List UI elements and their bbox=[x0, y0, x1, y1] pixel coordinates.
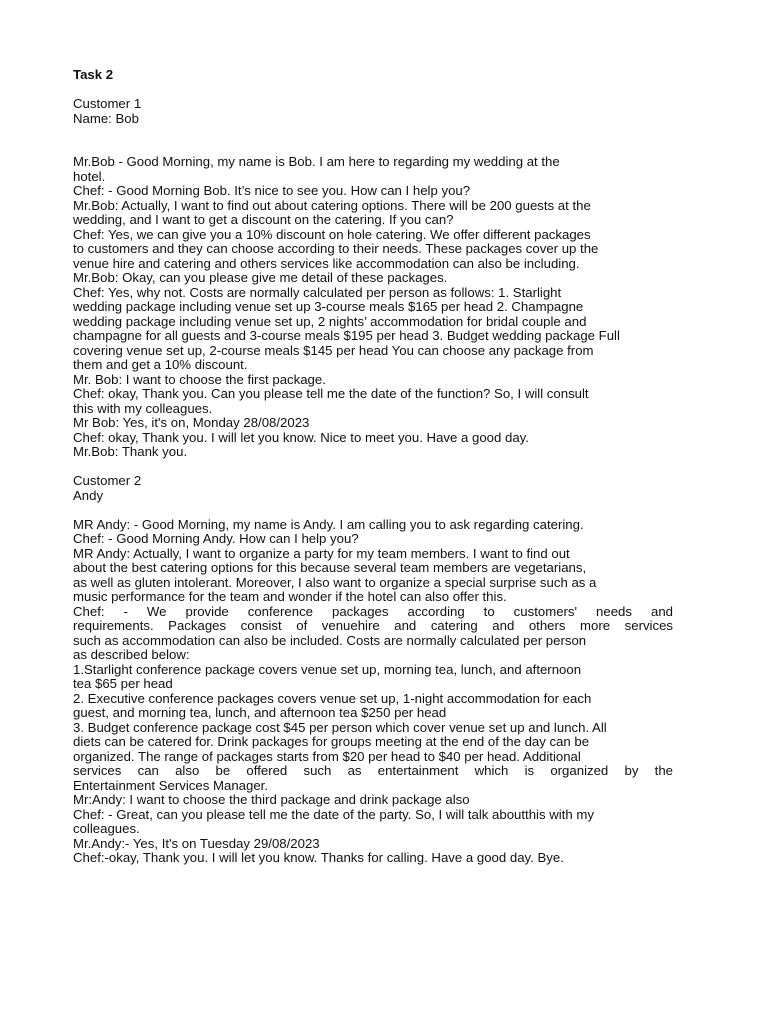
dialogue-line: wedding, and I want to get a discount on the catering. If you can? bbox=[73, 212, 454, 227]
dialogue-line: such as accommodation can also be included. Costs are normally calculated per person bbox=[73, 632, 587, 648]
dialogue-line: MR Andy: Actually, I want to organize a party for my team members. I want to find out bbox=[73, 545, 570, 561]
dialogue-line: services can also be offered such as entertainment which is organized by the bbox=[73, 763, 673, 778]
dialogue-line: Chef: okay, Thank you. I will let you know. Nice to meet you. Have a good day. bbox=[73, 429, 529, 445]
dialogue-line: Mr. Bob: I want to choose the first package. bbox=[73, 371, 326, 387]
dialogue-line: hotel. bbox=[73, 168, 106, 184]
customer1-dialogue bbox=[73, 155, 673, 460]
dialogue-line: Mr:Andy: I want to choose the third package and drink package also bbox=[73, 792, 470, 807]
dialogue-line: this with my colleagues. bbox=[73, 400, 213, 416]
dialogue-line: Mr.Bob: Okay, can you please give me detail of these packages. bbox=[73, 270, 448, 285]
dialogue-line: to customers and they can choose according to their needs. These packages cover up the bbox=[73, 241, 599, 256]
dialogue-line: Chef: - We provide conference packages according to customers' needs and bbox=[73, 603, 673, 619]
dialogue-line: Mr.Bob: Actually, I want to find out about catering options. There will be 200 guests at the bbox=[73, 197, 591, 213]
dialogue-line: Mr.Bob - Good Morning, my name is Bob. I am here to regarding my wedding at the bbox=[73, 154, 560, 169]
dialogue-line: requirements. Packages consist of venuehire and catering and others more services bbox=[73, 618, 673, 633]
dialogue-line: diets can be catered for. Drink packages for groups meeting at the end of the day can be bbox=[73, 734, 590, 749]
dialogue-line: venue hire and catering and others services like accommodation can also be including. bbox=[73, 255, 580, 271]
dialogue-line: Mr Bob: Yes, it's on, Monday 28/08/2023 bbox=[73, 415, 310, 430]
dialogue-line: Chef: - Good Morning Andy. How can I help you? bbox=[73, 531, 359, 546]
dialogue-line: as well as gluten intolerant. Moreover, I also want to organize a special surprise such as a bbox=[73, 574, 597, 590]
customer2-dialogue bbox=[73, 518, 673, 866]
document-body bbox=[73, 68, 673, 866]
dialogue-line: Chef: Yes, we can give you a 10% discount on hole catering. We offer different packages bbox=[73, 226, 591, 242]
dialogue-line: tea $65 per head bbox=[73, 676, 173, 691]
dialogue-line: 1.Starlight conference package covers venue set up, morning tea, lunch, and afternoon bbox=[73, 661, 582, 677]
dialogue-line: Entertainment Services Manager. bbox=[73, 777, 268, 793]
dialogue-line: Mr.Andy:- Yes, It's on Tuesday 29/08/2023 bbox=[73, 835, 320, 851]
dialogue-line: 3. Budget conference package cost $45 per person which cover venue set up and lunch. All bbox=[73, 719, 607, 735]
dialogue-line: covering venue set up, 2-course meals $145 per head You can choose any package from bbox=[73, 342, 594, 358]
dialogue-line: Chef: - Good Morning Bob. It’s nice to see you. How can I help you? bbox=[73, 183, 471, 198]
dialogue-line: music performance for the team and wonder if the hotel can also offer this. bbox=[73, 589, 507, 604]
customer2-name: Andy bbox=[73, 487, 104, 503]
dialogue-line: them and get a 10% discount. bbox=[73, 357, 248, 372]
dialogue-line: champagne for all guests and 3-course meals $195 per head 3. Budget wedding package Full bbox=[73, 328, 620, 343]
customer1-name: Name: Bob bbox=[73, 110, 139, 126]
customer1-heading: Customer 1 bbox=[73, 96, 142, 111]
dialogue-line: guest, and morning tea, lunch, and afternoon tea $250 per head bbox=[73, 705, 447, 720]
dialogue-line: Mr.Bob: Thank you. bbox=[73, 444, 188, 459]
dialogue-line: wedding package including venue set up, 2 nights’ accommodation for bridal couple and bbox=[73, 313, 587, 329]
dialogue-line: Chef: - Great, can you please tell me the date of the party. So, I will talk aboutthis with my bbox=[73, 806, 594, 822]
dialogue-line: wedding package including venue set up 3-course meals $165 per head 2. Champagne bbox=[73, 299, 584, 314]
dialogue-line: Chef: okay, Thank you. Can you please tell me the date of the function? So, I will consult bbox=[73, 386, 589, 401]
dialogue-line: Chef:-okay, Thank you. I will let you know. Thanks for calling. Have a good day. Bye. bbox=[73, 850, 564, 865]
dialogue-line: about the best catering options for this because several team members are vegetarians, bbox=[73, 560, 587, 575]
dialogue-line: Chef: Yes, why not. Costs are normally calculated per person as follows: 1. Starlight bbox=[73, 284, 562, 300]
task-title: Task 2 bbox=[73, 67, 114, 82]
customer2-heading: Customer 2 bbox=[73, 473, 142, 488]
dialogue-line: colleagues. bbox=[73, 821, 140, 836]
dialogue-line: organized. The range of packages starts from $20 per head to $40 per head. Additional bbox=[73, 748, 581, 764]
dialogue-line: MR Andy: - Good Morning, my name is Andy. I am calling you to ask regarding catering. bbox=[73, 516, 584, 532]
dialogue-line: 2. Executive conference packages covers venue set up, 1-night accommodation for each bbox=[73, 690, 592, 706]
dialogue-line: as described below: bbox=[73, 647, 190, 662]
